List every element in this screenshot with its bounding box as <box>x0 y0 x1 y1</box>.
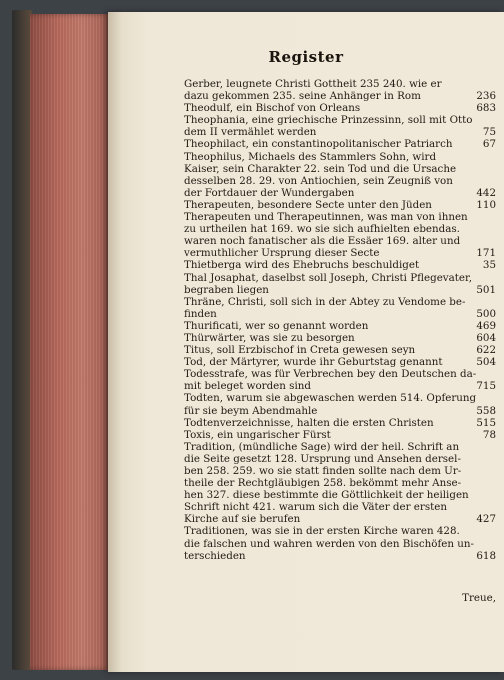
entry-text: ben 258. 259. wo sie statt finden sollte nach dem Ur- <box>184 465 462 477</box>
page-number: 236 <box>476 90 496 103</box>
page-number: 67 <box>482 138 496 151</box>
page-number: 683 <box>476 102 496 115</box>
register-line <box>184 489 496 501</box>
register-line <box>184 356 496 368</box>
entry-text: vermuthlicher Ursprung dieser Secte <box>184 247 380 260</box>
register-line <box>184 90 496 102</box>
register-line <box>184 538 496 550</box>
register-line <box>184 187 496 199</box>
entry-text: Theophilus, Michaels des Stammlers Sohn, wird <box>184 150 437 163</box>
register-line <box>184 477 496 489</box>
page-footer <box>184 591 496 605</box>
entry-text: Todtenverzeichnisse, halten die ersten Christen <box>184 416 434 429</box>
register-line <box>184 320 496 332</box>
register-line <box>184 126 496 138</box>
register-line <box>184 501 496 513</box>
register-line <box>184 392 496 404</box>
register-line <box>184 525 496 537</box>
entry-text: hen 327. diese bestimmte die Göttlichkeit der heiligen <box>184 489 469 502</box>
register-line <box>184 247 496 259</box>
entry-text: für sie beym Abendmahle <box>184 404 318 417</box>
register-line <box>184 175 496 187</box>
entry-text: Thurificati, wer so genannt worden <box>184 319 369 332</box>
page-number: 78 <box>482 428 496 441</box>
register-line <box>184 151 496 163</box>
register-line <box>184 332 496 344</box>
entry-text: waren noch fanatischer als die Essäer 169. alter und <box>184 235 461 248</box>
register-entries <box>184 78 496 562</box>
entry-text: der Fortdauer der Wundergaben <box>184 186 355 199</box>
book-cover <box>12 10 32 670</box>
page-number: 501 <box>476 283 496 296</box>
register-line <box>184 114 496 126</box>
register-line <box>184 223 496 235</box>
entry-text: Thal Josaphat, daselbst soll Joseph, Christi Pflegevater, <box>184 271 473 284</box>
register-page <box>108 12 504 672</box>
register-line <box>184 380 496 392</box>
page-number: 558 <box>476 404 496 417</box>
entry-text: Theodulf, ein Bischof von Orleans <box>184 102 361 115</box>
register-line <box>184 78 496 90</box>
page-number: 515 <box>476 416 496 429</box>
page-number: 171 <box>476 247 496 260</box>
register-line <box>184 211 496 223</box>
page-number: 469 <box>476 319 496 332</box>
page-number: 35 <box>482 259 496 272</box>
entry-text: desselben 28. 29. von Antiochien, sein Zeugniß von <box>184 174 453 187</box>
entry-text: Todten, warum sie abgewaschen werden 514. Opferung <box>184 392 477 405</box>
page-number: 110 <box>476 198 496 211</box>
entry-text: Kaiser, sein Charakter 22. sein Tod und die Ursache <box>184 162 457 175</box>
register-line <box>184 465 496 477</box>
entry-text: Thräne, Christi, soll sich in der Abtey zu Vendome be- <box>184 295 466 308</box>
entry-text: terschieden <box>184 549 246 562</box>
register-line <box>184 308 496 320</box>
page-number: 618 <box>476 549 496 562</box>
entry-text: begraben liegen <box>184 283 269 296</box>
entry-text: Thürwärter, was sie zu besorgen <box>184 331 355 344</box>
entry-text: Toxis, ein ungarischer Fürst <box>184 428 331 441</box>
entry-text: zu urtheilen hat 169. wo sie sich aufhielten ebendas. <box>184 223 460 236</box>
register-line <box>184 163 496 175</box>
catchword: Treue, <box>462 592 496 604</box>
page-edges <box>30 14 110 670</box>
entry-text: Traditionen, was sie in der ersten Kirche waren 428. <box>184 525 460 538</box>
register-line <box>184 550 496 562</box>
entry-text: die Seite gesetzt 128. Ursprung und Ansehen dersel- <box>184 452 461 465</box>
entry-text: Therapeuten, besondere Secte unter den Jüden <box>184 198 432 211</box>
register-line <box>184 102 496 114</box>
register-line <box>184 284 496 296</box>
entry-text: dem II vermählet werden <box>184 126 317 139</box>
entry-text: Todesstrafe, was für Verbrechen bey den Deutschen da- <box>184 368 477 381</box>
page-number: 604 <box>476 331 496 344</box>
page-number: 715 <box>476 380 496 393</box>
page-number: 504 <box>476 356 496 369</box>
entry-text: Tod, der Märtyrer, wurde ihr Geburtstag genannt <box>184 356 443 369</box>
page-number: 500 <box>476 307 496 320</box>
register-line <box>184 138 496 150</box>
register-line <box>184 296 496 308</box>
page-number: 442 <box>476 186 496 199</box>
page-number: 427 <box>476 513 496 526</box>
entry-text: finden <box>184 307 217 320</box>
entry-text: Theophilact, ein constantinopolitanischer Patriarch <box>184 138 453 151</box>
register-line <box>184 429 496 441</box>
register-line <box>184 513 496 525</box>
entry-text: Therapeuten und Therapeutinnen, was man von ihnen <box>184 211 468 224</box>
register-line <box>184 405 496 417</box>
entry-text: Schrift nicht 421. warum sich die Väter der ersten <box>184 501 447 514</box>
entry-text: die falschen und wahren werden von den Bischöfen un- <box>184 537 475 550</box>
register-line <box>184 453 496 465</box>
entry-text: dazu gekommen 235. seine Anhänger in Rom <box>184 90 421 103</box>
entry-text: mit beleget worden sind <box>184 380 311 393</box>
entry-text: Kirche auf sie berufen <box>184 513 301 526</box>
register-line <box>184 368 496 380</box>
register-line <box>184 235 496 247</box>
entry-text: Tradition, (mündliche Sage) wird der heil. Schrift an <box>184 440 460 453</box>
register-line <box>184 272 496 284</box>
page-title: Register <box>268 48 344 66</box>
register-line <box>184 259 496 271</box>
register-line <box>184 417 496 429</box>
page-number: 622 <box>476 344 496 357</box>
page-number: 75 <box>482 126 496 139</box>
entry-text: Thietberga wird des Ehebruchs beschuldiget <box>184 259 420 272</box>
register-line <box>184 441 496 453</box>
entry-text: Theophania, eine griechische Prinzessinn, soll mit Otto <box>184 114 473 127</box>
register-line <box>184 199 496 211</box>
entry-text: theile der Rechtgläubigen 258. bekömmt mehr Anse- <box>184 477 462 490</box>
register-line <box>184 344 496 356</box>
entry-text: Gerber, leugnete Christi Gottheit 235 240. wie er <box>184 78 442 90</box>
entry-text: Titus, soll Erzbischof in Creta gewesen seyn <box>184 344 416 357</box>
